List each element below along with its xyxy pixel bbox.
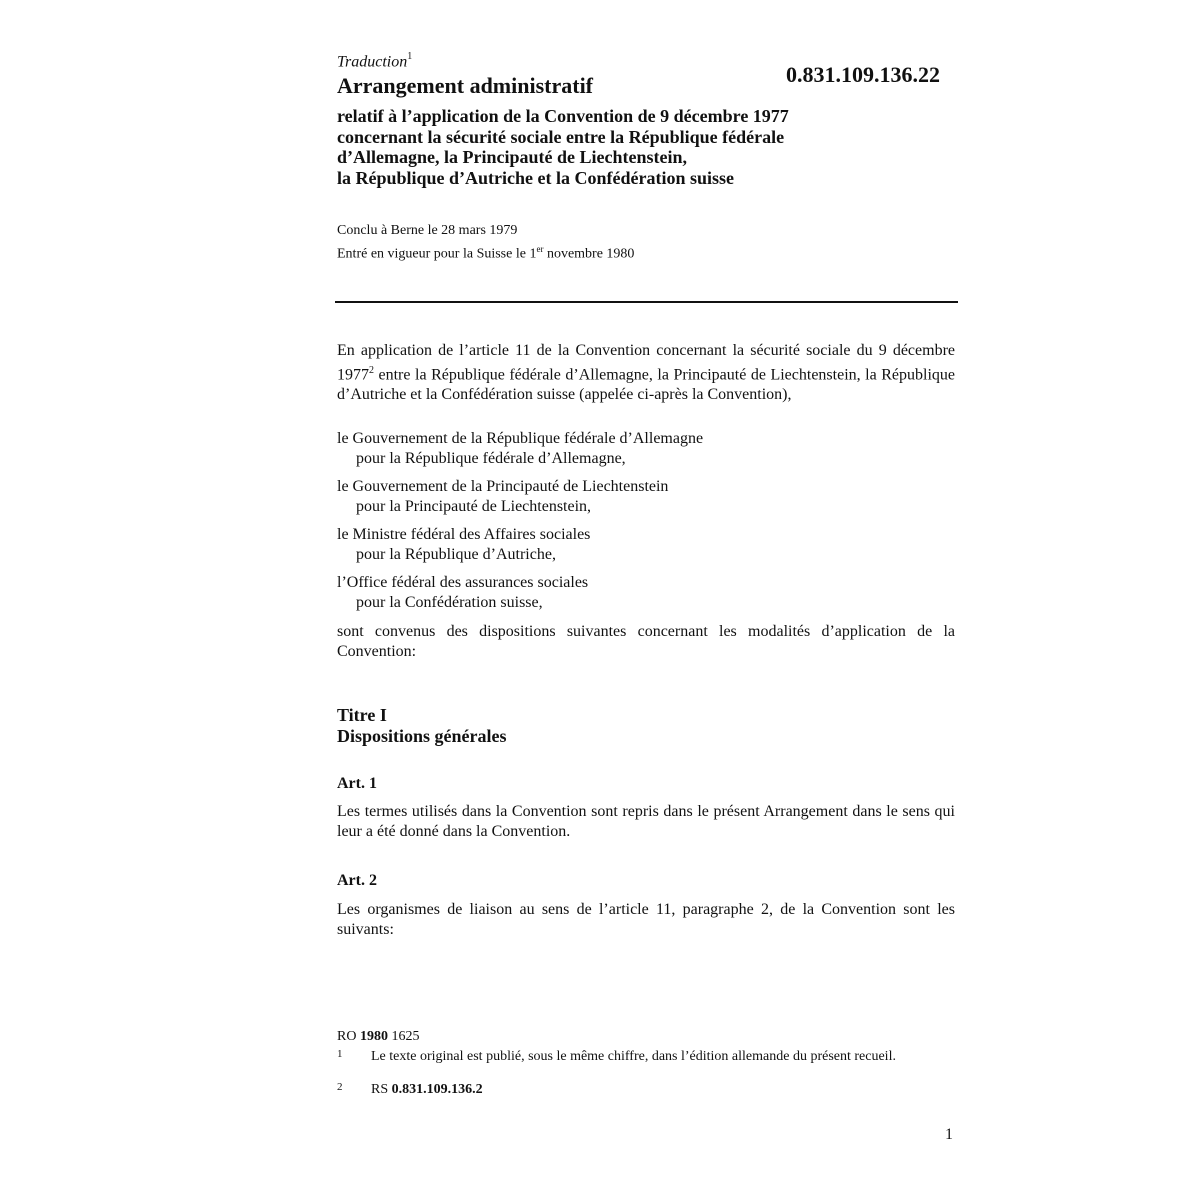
party-line: le Ministre fédéral des Affaires sociales [337, 526, 591, 543]
article-1-text: Les termes utilisés dans la Convention sont repris dans le présent Arrangement dans le sens qui leur a été donné dans la Convention. [337, 803, 955, 840]
subtitle-line: concernant la sécurité sociale entre la République fédérale [337, 126, 785, 147]
party-germany [337, 429, 703, 469]
page-number: 1 [945, 1126, 953, 1143]
party-line: le Gouvernement de la République fédérale d’Allemagne [337, 430, 704, 447]
footnote-rs-link[interactable]: 0.831.109.136.2 [391, 1082, 483, 1097]
agreement-clause: sont convenus des dispositions suivantes concernant les modalités d’application de la Convention: [337, 623, 955, 660]
footnote-1 [337, 1049, 931, 1064]
article-2-text: Les organismes de liaison au sens de l’article 11, paragraphe 2, de la Convention sont les suivants: [337, 901, 955, 938]
party-line-indented: pour la Confédération suisse, [356, 594, 543, 611]
ro-prefix: RO [337, 1029, 360, 1044]
header-divider [335, 301, 958, 303]
ro-page: 1625 [387, 1029, 420, 1044]
document-subtitle [337, 106, 897, 188]
footnote-rs-prefix: RS [371, 1082, 392, 1097]
conclusion-info [337, 222, 634, 264]
party-liechtenstein [337, 477, 668, 517]
title-name: Dispositions générales [337, 726, 507, 746]
subtitle-line: d’Allemagne, la Principauté de Liechtenstein, [337, 147, 687, 167]
party-line-indented: pour la République d’Autriche, [356, 546, 556, 563]
party-line-indented: pour la République fédérale d’Allemagne, [356, 450, 626, 467]
article-1-heading: Art. 1 [337, 775, 377, 792]
footnote-ref-1[interactable]: 1 [407, 51, 413, 62]
party-line-indented: pour la Principauté de Liechtenstein, [356, 498, 592, 515]
footnote-ref-2[interactable]: 2 [369, 365, 374, 376]
translation-label-text: Traduction [337, 53, 408, 71]
party-line: le Gouvernement de la Principauté de Liechtenstein [337, 478, 669, 495]
article-2-heading: Art. 2 [337, 872, 377, 889]
entry-into-force-suffix: novembre 1980 [543, 246, 635, 262]
preamble-text-b: entre la République fédérale d’Allemagne, la Principauté de Liechtenstein, la République d’Autriche et la Confédération suisse (appelée ci-après la Convention), [337, 366, 955, 404]
subtitle-line: relatif à l’application de la Convention de 9 décembre 1977 [337, 106, 789, 126]
document-title: Arrangement administratif [337, 73, 594, 98]
entry-into-force [337, 240, 634, 264]
title-heading [337, 705, 507, 747]
concluded-date: Conclu à Berne le 28 mars 1979 [337, 223, 518, 238]
ordinal-suffix: er [536, 244, 544, 254]
subtitle-line: la République d’Autriche et la Confédération suisse [337, 167, 735, 188]
document-number: 0.831.109.136.22 [786, 62, 940, 87]
title-number: Titre I [337, 705, 387, 725]
entry-into-force-prefix: Entré en vigueur pour la Suisse le 1 [337, 246, 537, 262]
translation-label [337, 52, 412, 71]
ro-reference [337, 1029, 419, 1045]
party-line: l’Office fédéral des assurances sociales [337, 574, 589, 591]
footnote-text: Le texte original est publié, sous le même chiffre, dans l’édition allemande du présent recueil. [371, 1049, 896, 1064]
footnote-2 [337, 1082, 931, 1097]
party-switzerland [337, 573, 588, 613]
party-austria [337, 525, 590, 565]
preamble-paragraph [337, 341, 955, 405]
footnote-number: 2 [337, 1081, 343, 1093]
footnote-number: 1 [337, 1048, 343, 1060]
footnote-text [371, 1082, 931, 1097]
ro-year: 1980 [359, 1029, 388, 1044]
preamble-text-a: En application de l’article 11 de la Convention concernant la sécurité sociale du 9 décembre 1977 [337, 342, 955, 384]
